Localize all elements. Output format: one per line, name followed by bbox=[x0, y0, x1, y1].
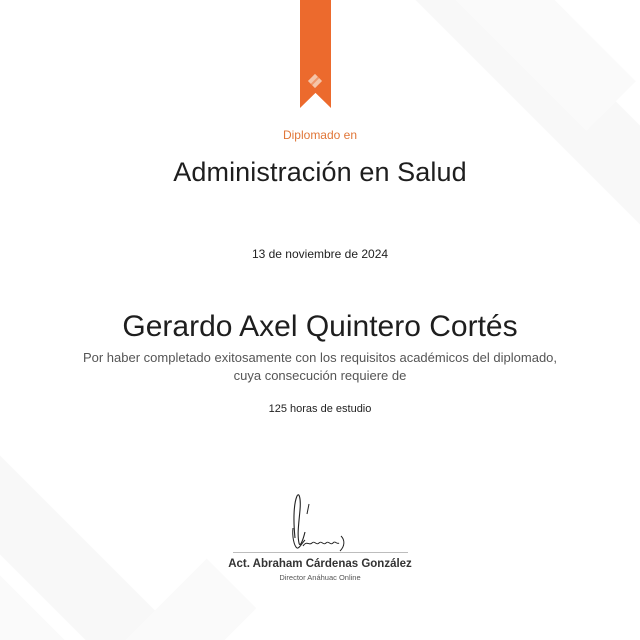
certificate-date: 13 de noviembre de 2024 bbox=[251, 247, 389, 261]
signer-role: Director Anáhuac Online bbox=[279, 573, 361, 582]
program-title: Administración en Salud bbox=[173, 157, 467, 187]
ribbon-bookmark bbox=[300, 0, 331, 108]
certificate-subtitle: Diplomado en bbox=[282, 128, 358, 142]
signer-name: Act. Abraham Cárdenas González bbox=[228, 558, 412, 570]
signature-image bbox=[285, 488, 355, 552]
description-line-2: cuya consecución requiere de bbox=[233, 368, 407, 383]
recipient-name: Gerardo Axel Quintero Cortés bbox=[122, 310, 518, 343]
diamond-logo-icon bbox=[308, 74, 322, 88]
study-hours: 125 horas de estudio bbox=[268, 403, 372, 415]
certificate-description bbox=[0, 349, 640, 385]
signature-line bbox=[233, 552, 408, 553]
description-line-1: Por haber completado exitosamente con los requisitos académicos del diplomado, bbox=[82, 350, 558, 365]
